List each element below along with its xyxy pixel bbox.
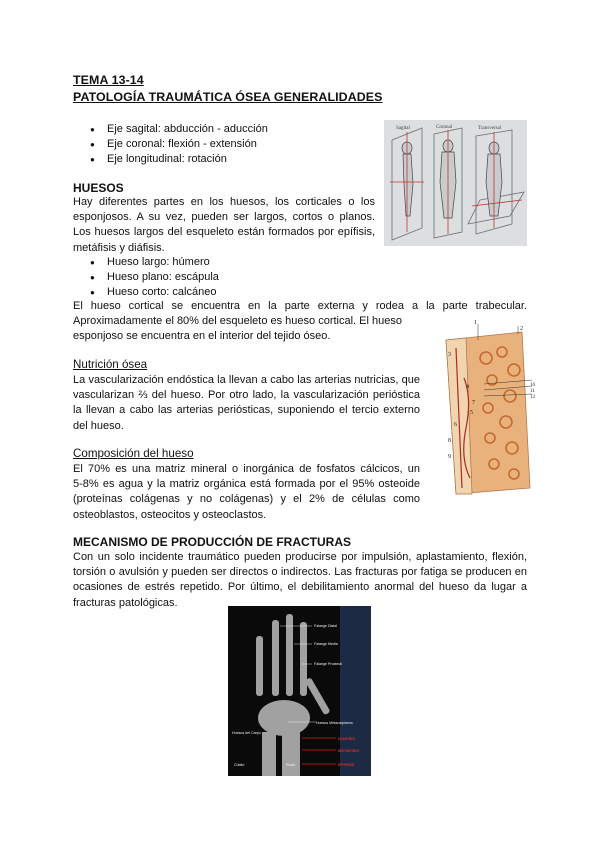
text-line: la llevan a cabo las arterias periósticas, suponiendo el tercio externo [73,404,420,417]
svg-text:Transversal: Transversal [478,126,502,131]
text-line: Aproximadamente el 80% del esqueleto es hueso cortical. El hueso [73,315,402,328]
text-line: vascularizan ⅔ del hueso. Por otro lado, la vascularización perióstica [73,389,420,402]
bone-label: 10 [530,383,535,388]
huesos-paragraph [73,195,375,256]
text-line: La vascularización endóstica la llevan a cabo las arterias nutricias, que [73,374,420,386]
xray-label: Radio [286,763,296,767]
bone-label: 3 [448,352,451,358]
text-line: torsión o avulsión y pueden ser directos o indirectos. Las fracturas por fatiga se producen en [73,566,527,579]
text-line: Hay diferentes partes en los huesos, los corticales o los [73,196,375,208]
axes-list [107,122,268,167]
text-line: ocasiones de estrés repetido. Por último, el debilitamiento anormal del hueso da lugar a [73,581,527,594]
bone-structure-figure [426,318,536,496]
text-line: (proteínas colágenas y no colágenas) y el 2% de células como [73,493,420,506]
hand-xray-illustration [228,606,371,776]
doc-title: PATOLOGÍA TRAUMÁTICA ÓSEA GENERALIDADES [73,90,383,104]
bone-label: 6 [454,422,457,428]
xray-red-label: METAFISIS [338,748,360,753]
list-item: ● Eje longitudinal: rotación [107,152,268,167]
text-line: El 70% es una matriz mineral o inorgánica de fosfatos cálcicos, un [73,463,420,475]
xray-label: Falange Distal [314,624,337,628]
hand-xray-figure [228,606,371,776]
xray-label: Cúbito [234,763,245,767]
bone-label: 1 [474,320,477,326]
text-line: fracturas patológicas. [73,596,178,609]
text-line: del hueso. [73,419,124,432]
list-item: ● Hueso corto: calcáneo [107,285,219,300]
svg-text:Coronal: Coronal [436,125,453,130]
bone-label: 4 [466,384,469,390]
xray-red-label: DIAFISIS [338,736,355,741]
subheading-nutricion: Nutrición ósea [73,358,148,371]
xray-label: Huesos Metacarpianos [316,721,353,725]
text-line: osteoblastos, osteocitos y osteoclastos. [73,508,267,521]
text-line: esponjosos. A su vez, pueden ser largos, cortos o planos. [73,211,375,224]
xray-red-label: EPIFISIS [338,762,355,767]
section-heading-huesos: HUESOS [73,181,124,195]
subheading-composicion: Composición del hueso [73,447,194,460]
text-line: 5-8% es agua y la matriz orgánica está formada por el 95% osteoide [73,478,420,491]
nutricion-paragraph [73,373,420,434]
mecanismo-paragraph [73,550,527,611]
composicion-paragraph [73,462,420,523]
bone-label: 9 [448,454,451,460]
bone-label: 7 [472,400,475,406]
bone-types-list [107,255,219,300]
bone-label: 12 [530,395,535,400]
anatomical-planes-illustration [384,120,527,246]
xray-label: Huesos del Carpo [232,731,261,735]
bone-label: 5 [470,410,473,416]
text-line: metáfisis y diáfisis. [73,241,165,254]
list-item: ● Hueso plano: escápula [107,270,219,285]
list-item: ● Hueso largo: húmero [107,255,219,270]
text-line: Los huesos largos del esqueleto están formados por epífisis, [73,226,375,239]
text-line: El hueso cortical se encuentra en la parte externa y rodea a la parte trabecular. [73,300,527,312]
section-heading-mecanismo: MECANISMO DE PRODUCCIÓN DE FRACTURAS [73,535,352,549]
text-line: esponjoso se encuentra en el interior del tejido óseo. [73,330,331,343]
bone-label: 2 [520,326,523,332]
xray-label: Falange Media [314,642,338,646]
list-item: ● Eje sagital: abducción - aducción [107,122,268,137]
bone-label: 11 [530,389,535,394]
xray-label: Falange Proximal [314,662,342,666]
list-item: ● Eje coronal: flexión - extensión [107,137,268,152]
anatomical-planes-figure [384,120,527,246]
bone-structure-illustration [426,318,536,496]
svg-text:Sagital: Sagital [396,126,410,131]
text-line: Con un solo incidente traumático pueden producirse por impulsión, aplastamiento, flexión, [73,551,527,563]
doc-title-number: TEMA 13-14 [73,73,144,87]
bone-label: 8 [448,438,451,444]
